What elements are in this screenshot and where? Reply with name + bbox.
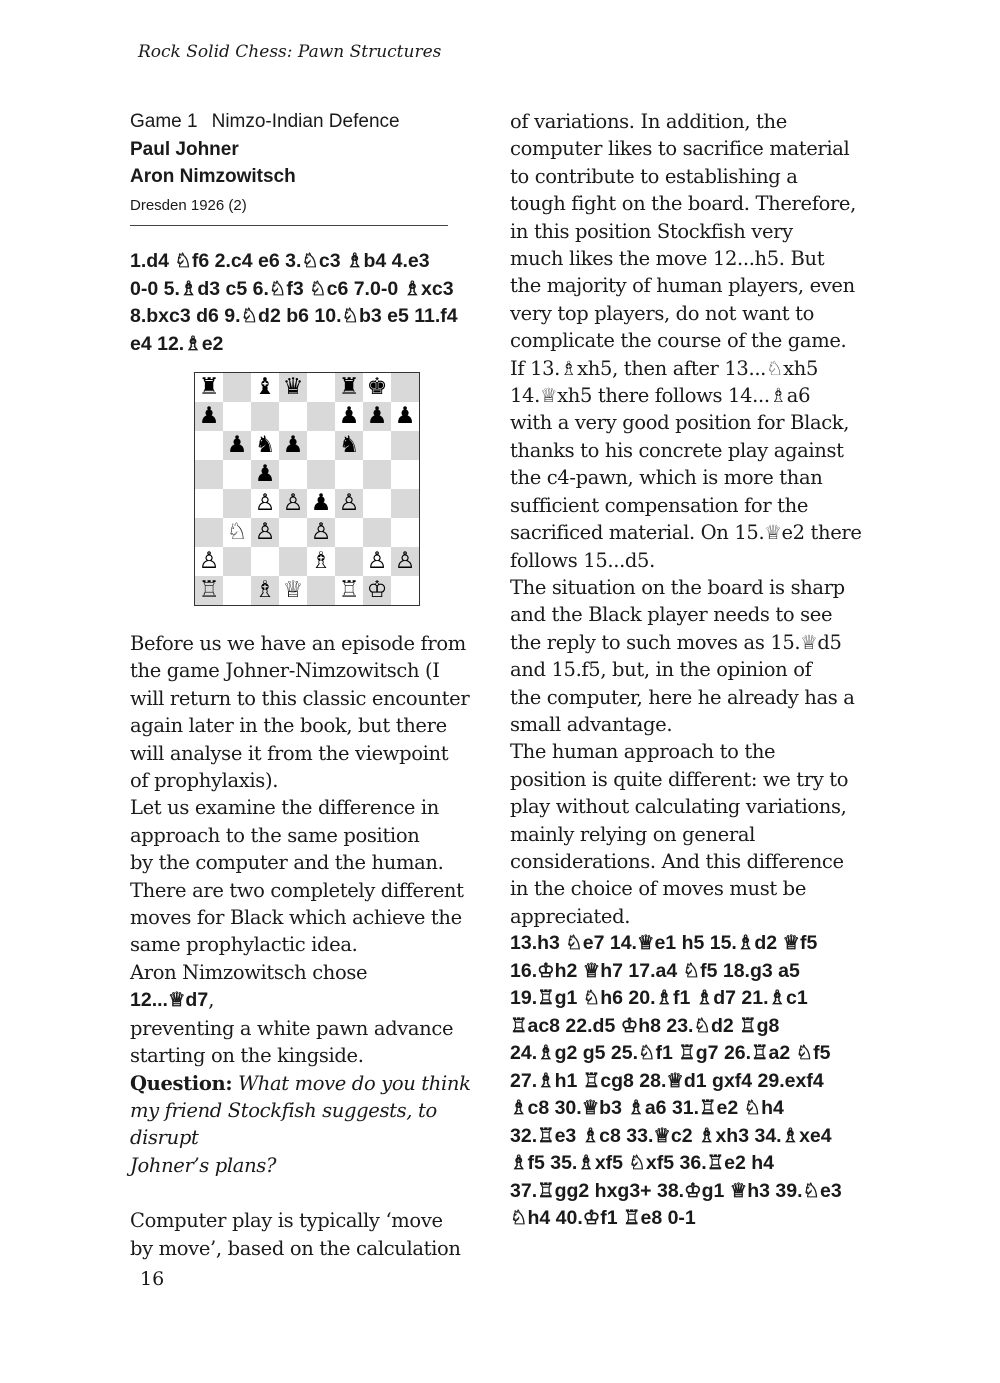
text-line: 24.♗g2 g5 25.♘f1 ♖g7 26.♖a2 ♘f5 <box>510 1042 831 1065</box>
board-square <box>195 402 223 431</box>
text-line: preventing a white pawn advance <box>130 1016 454 1040</box>
board-square <box>335 402 363 431</box>
chess-piece: ♙ <box>254 519 276 545</box>
text-line: 16.♔h2 ♕h7 17.a4 ♘f5 18.g3 a5 <box>510 959 800 982</box>
text-line: Computer play is typically ‘move <box>130 1209 443 1233</box>
chess-piece: ♙ <box>282 490 304 516</box>
paragraph-human-approach <box>510 738 870 930</box>
chess-piece: ♙ <box>198 548 220 574</box>
game-heading <box>130 108 482 136</box>
chess-piece: ♟ <box>366 403 388 429</box>
chess-piece: ♟ <box>310 490 332 516</box>
chess-diagram <box>194 372 420 606</box>
white-player: Paul Johner <box>130 139 239 160</box>
text-line: computer likes to sacrifice material <box>510 137 850 161</box>
board-square <box>251 431 279 460</box>
black-player: Aron Nimzowitsch <box>130 166 296 187</box>
text-line: of prophylaxis). <box>130 769 279 793</box>
board-square <box>279 402 307 431</box>
played-move-suffix: , <box>208 988 215 1012</box>
board-square <box>223 402 251 431</box>
text-line: will return to this classic encounter <box>130 686 470 710</box>
text-line: moves for Black which achieve the <box>130 906 462 930</box>
board-square <box>251 489 279 518</box>
text-line: ♗c8 30.♕b3 ♗a6 31.♖e2 ♘h4 <box>510 1097 784 1120</box>
board-square <box>251 373 279 402</box>
board-square <box>307 431 335 460</box>
text-line: thanks to his concrete play against <box>510 438 844 462</box>
board-square <box>195 431 223 460</box>
board-square <box>307 547 335 576</box>
board-square <box>223 431 251 460</box>
text-line: The human approach to the <box>510 740 776 764</box>
text-line: sufficient compensation for the <box>510 493 809 517</box>
text-line: much likes the move 12...h5. But <box>510 247 825 271</box>
board-square <box>363 460 391 489</box>
chess-piece: ♙ <box>338 490 360 516</box>
board-square <box>391 489 419 518</box>
text-line: again later in the book, but there <box>130 714 447 738</box>
board-square <box>307 402 335 431</box>
board-square <box>223 547 251 576</box>
text-line: There are two completely different <box>130 878 464 902</box>
chess-piece: ♟ <box>394 403 416 429</box>
board-square <box>307 373 335 402</box>
text-line: e4 12.♗e2 <box>130 332 224 355</box>
board-square <box>307 576 335 605</box>
board-square <box>363 518 391 547</box>
played-move: 12...♕d7 <box>130 989 209 1012</box>
board-square <box>279 431 307 460</box>
text-line: and 15.f5, but, in the opinion of <box>510 658 812 682</box>
text-line: follows 15...d5. <box>510 548 655 572</box>
text-line: ♖ac8 22.d5 ♔h8 23.♘d2 ♖g8 <box>510 1014 780 1037</box>
board-square <box>279 489 307 518</box>
text-line: 13.h3 ♘e7 14.♕e1 h5 15.♗d2 ♕f5 <box>510 932 818 955</box>
chess-piece: ♔ <box>366 577 388 603</box>
chess-piece: ♕ <box>282 577 304 603</box>
text-line: by move’, based on the calculation <box>130 1236 461 1260</box>
opening-moves <box>130 248 482 358</box>
chess-piece: ♖ <box>338 577 360 603</box>
text-line: small advantage. <box>510 712 673 736</box>
text-line: the computer, here he already has a <box>510 685 855 709</box>
board-square <box>307 460 335 489</box>
text-line: ♗f5 35.♗xf5 ♘xf5 36.♖e2 h4 <box>510 1152 774 1175</box>
board-square <box>391 518 419 547</box>
chess-piece: ♝ <box>254 374 276 400</box>
played-move-line <box>130 986 482 1015</box>
board-square <box>279 373 307 402</box>
board-square <box>391 460 419 489</box>
chess-piece: ♗ <box>254 577 276 603</box>
board-square <box>195 547 223 576</box>
board-square <box>335 489 363 518</box>
chess-piece: ♟ <box>282 432 304 458</box>
text-line: the game Johner-Nimzowitsch (I <box>130 659 440 683</box>
text-line: tough fight on the board. Therefore, <box>510 192 856 216</box>
board-square <box>195 373 223 402</box>
board-square <box>363 431 391 460</box>
game-moves <box>510 930 870 1233</box>
text-line: the majority of human players, even <box>510 274 855 298</box>
divider <box>130 225 448 226</box>
text-line: 8.bxc3 d6 9.♘d2 b6 10.♘b3 e5 11.f4 <box>130 305 458 327</box>
text-line: 19.♖g1 ♘h6 20.♗f1 ♗d7 21.♗c1 <box>510 987 808 1010</box>
board-square <box>223 518 251 547</box>
paragraph-intro <box>130 630 482 794</box>
board-square <box>391 402 419 431</box>
board-square <box>307 489 335 518</box>
board-square <box>363 402 391 431</box>
board-square <box>363 547 391 576</box>
board-square <box>335 431 363 460</box>
paragraph-situation <box>510 574 870 738</box>
chess-piece: ♙ <box>254 490 276 516</box>
text-line: in the choice of moves must be <box>510 877 807 901</box>
board-square <box>363 373 391 402</box>
running-head: Rock Solid Chess: Pawn Structures <box>138 42 442 62</box>
board-square <box>251 402 279 431</box>
chess-piece: ♜ <box>338 374 360 400</box>
text-line: 37.♖gg2 hxg3+ 38.♔g1 ♕h3 39.♘e3 <box>510 1179 842 1202</box>
chess-piece: ♟ <box>198 403 220 429</box>
board-square <box>307 518 335 547</box>
text-line: the c4-pawn, which is more than <box>510 466 823 490</box>
question-label: Question: <box>130 1071 233 1095</box>
chess-piece: ♟ <box>254 461 276 487</box>
board-square <box>251 518 279 547</box>
chess-board <box>194 372 420 606</box>
text-line: 27.♗h1 ♖cg8 28.♕d1 gxf4 29.exf4 <box>510 1069 824 1092</box>
question-line: Johner’s plans? <box>130 1153 277 1177</box>
board-square <box>391 431 419 460</box>
board-square <box>195 576 223 605</box>
text-line: Before us we have an episode from <box>130 632 466 655</box>
board-square <box>223 460 251 489</box>
board-square <box>223 373 251 402</box>
text-line: to contribute to establishing a <box>510 164 798 188</box>
board-square <box>335 460 363 489</box>
left-column <box>130 108 482 1262</box>
text-line: sacrificed material. On 15.♕e2 there <box>510 521 862 545</box>
board-square <box>251 547 279 576</box>
board-square <box>279 576 307 605</box>
text-line: the reply to such moves as 15.♕d5 <box>510 630 842 654</box>
text-line: and the Black player needs to see <box>510 603 833 627</box>
board-square <box>279 460 307 489</box>
page-number: 16 <box>140 1268 165 1290</box>
text-line: 32.♖e3 ♗c8 33.♕c2 ♗xh3 34.♗xe4 <box>510 1124 832 1147</box>
text-line: 0-0 5.♗d3 c5 6.♘f3 ♘c6 7.0-0 ♗xc3 <box>130 277 454 300</box>
board-square <box>279 547 307 576</box>
chess-piece: ♜ <box>198 374 220 400</box>
chess-piece: ♞ <box>338 432 360 458</box>
board-square <box>363 489 391 518</box>
board-square <box>391 576 419 605</box>
text-line: The situation on the board is sharp <box>510 575 845 599</box>
chess-piece: ♙ <box>366 548 388 574</box>
question-block <box>130 1070 482 1180</box>
board-square <box>279 518 307 547</box>
board-square <box>195 518 223 547</box>
chess-piece: ♛ <box>282 374 304 400</box>
text-line: mainly relying on general <box>510 822 756 846</box>
chess-piece: ♟ <box>338 403 360 429</box>
paragraph-variations <box>510 108 870 574</box>
text-line: complicate the course of the game. <box>510 329 847 353</box>
text-line: If 13.♗xh5, then after 13...♘xh5 <box>510 356 819 380</box>
text-line: very top players, do not want to <box>510 301 815 325</box>
board-square <box>335 576 363 605</box>
text-line: by the computer and the human. <box>130 851 444 875</box>
chess-piece: ♚ <box>366 374 388 400</box>
text-line: ♘h4 40.♔f1 ♖e8 0-1 <box>510 1207 696 1230</box>
opening-name: Nimzo-Indian Defence <box>211 111 400 132</box>
chess-piece: ♗ <box>310 548 332 574</box>
board-square <box>335 518 363 547</box>
text-line: Aron Nimzowitsch chose <box>130 960 368 984</box>
chess-piece: ♟ <box>226 432 248 458</box>
board-square <box>335 373 363 402</box>
board-square <box>251 576 279 605</box>
text-line: will analyse it from the viewpoint <box>130 741 449 765</box>
game-number: Game 1 <box>130 111 198 132</box>
text-line: starting on the kingside. <box>130 1044 364 1068</box>
text-line: same prophylactic idea. <box>130 933 358 957</box>
text-line: position is quite different: we try to <box>510 767 849 791</box>
board-square <box>335 547 363 576</box>
chess-piece: ♙ <box>394 548 416 574</box>
question-line: What move do you think <box>238 1071 471 1095</box>
text-line: with a very good position for Black, <box>510 411 850 435</box>
paragraph-preventing <box>130 1015 482 1070</box>
chess-piece: ♖ <box>198 577 220 603</box>
text-line: in this position Stockfish very <box>510 219 793 243</box>
event-line: Dresden 1926 (2) <box>130 197 247 214</box>
text-line: play without calculating variations, <box>510 795 847 819</box>
chess-piece: ♙ <box>310 519 332 545</box>
paragraph-approach <box>130 794 482 986</box>
text-line: considerations. And this difference <box>510 849 844 873</box>
chess-piece: ♞ <box>254 432 276 458</box>
text-line: 14.♕xh5 there follows 14...♗a6 <box>510 384 811 408</box>
board-square <box>223 576 251 605</box>
right-column <box>510 108 870 1233</box>
board-square <box>391 547 419 576</box>
text-line: Let us examine the difference in <box>130 796 439 820</box>
board-square <box>391 373 419 402</box>
text-line: appreciated. <box>510 904 631 928</box>
board-square <box>195 460 223 489</box>
chess-piece: ♘ <box>226 519 248 545</box>
board-square <box>251 460 279 489</box>
board-square <box>195 489 223 518</box>
board-square <box>223 489 251 518</box>
board-square <box>363 576 391 605</box>
text-line: 1.d4 ♘f6 2.c4 e6 3.♘c3 ♗b4 4.e3 <box>130 250 430 272</box>
paragraph-computer-play <box>130 1207 482 1262</box>
text-line: of variations. In addition, the <box>510 110 787 133</box>
question-line: my friend Stockfish suggests, to disrupt <box>130 1099 437 1150</box>
text-line: approach to the same position <box>130 823 420 847</box>
